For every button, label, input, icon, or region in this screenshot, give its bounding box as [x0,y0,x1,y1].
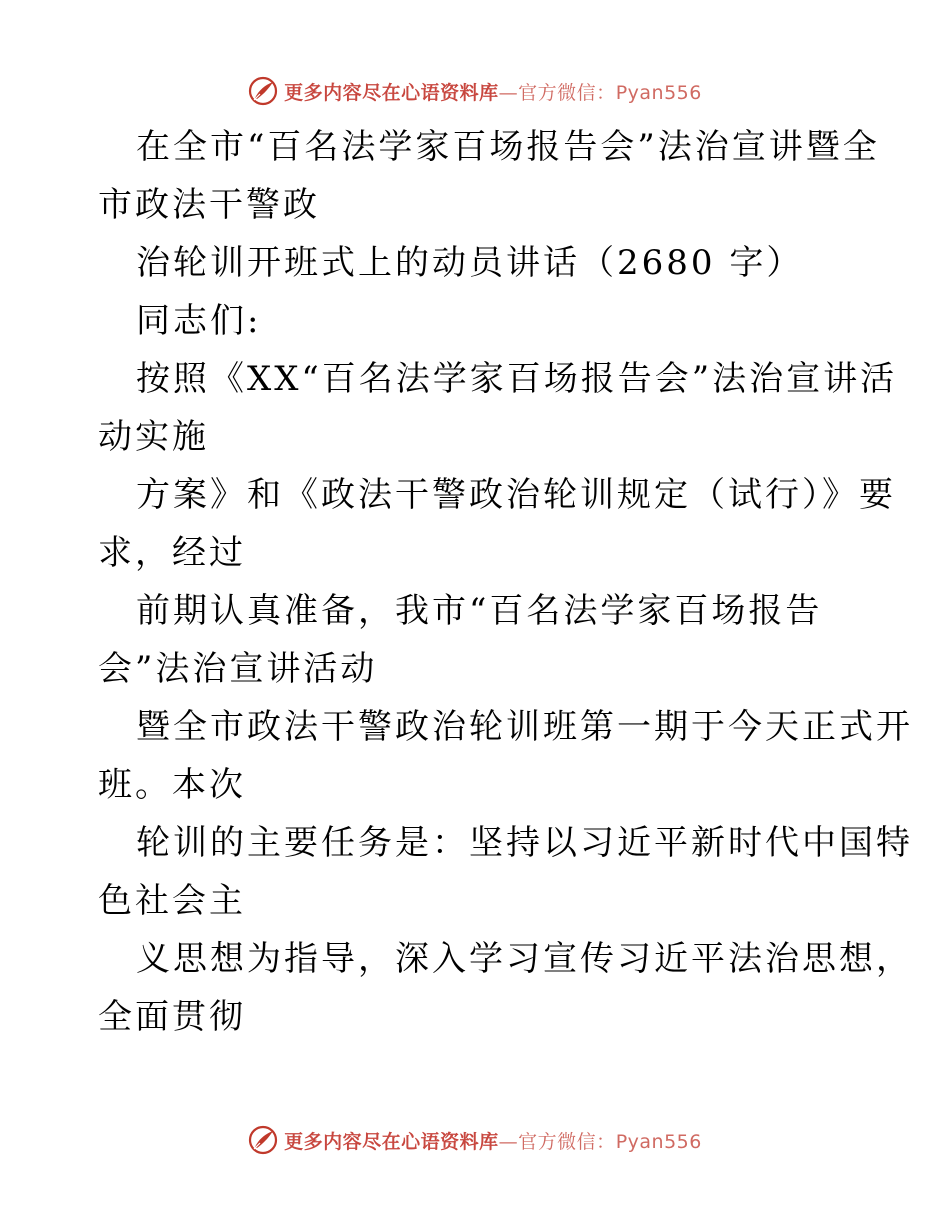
paragraph-line: 方案》和《政法干警政治轮训规定（试行）》要 [136,475,896,515]
paragraph-line: 会”法治宣讲活动 [98,649,378,689]
banner-wechat-label: —官方微信： [498,81,616,104]
title-line-3: 治轮训开班式上的动员讲话（2680 字） [136,243,804,283]
footer-banner [0,1123,950,1157]
banner-wechat-label: —官方微信： [498,1130,616,1153]
title-line-2: 市政法干警政 [98,185,320,225]
banner-wechat-id: Pyan556 [615,1130,702,1153]
paragraph-line: 前期认真准备，我市“百名法学家百场报告 [136,591,823,631]
paragraph-line: 义思想为指导，深入学习宣传习近平法治思想， [136,939,913,979]
document-body [98,118,913,1046]
header-banner [0,74,950,108]
banner-library-text: 更多内容尽在心语资料库 [284,81,499,104]
paragraph-line: 班。本次 [98,765,246,805]
paragraph-line: 按照《XX“百名法学家百场报告会”法治宣讲活 [136,359,898,399]
salutation: 同志们: [136,301,262,341]
paragraph-line: 动实施 [98,417,209,457]
title-line-1: 在全市“百名法学家百场报告会”法治宣讲暨全 [136,127,880,167]
paragraph-line: 求，经过 [98,533,246,573]
quill-logo-icon [248,76,278,106]
paragraph-line: 色社会主 [98,881,246,921]
banner-wechat-id: Pyan556 [615,81,702,104]
quill-logo-icon [248,1125,278,1155]
paragraph-line: 轮训的主要任务是：坚持以习近平新时代中国特 [136,823,913,863]
paragraph-line: 暨全市政法干警政治轮训班第一期于今天正式开 [136,707,913,747]
paragraph-line: 全面贯彻 [98,997,246,1037]
banner-library-text: 更多内容尽在心语资料库 [284,1130,499,1153]
